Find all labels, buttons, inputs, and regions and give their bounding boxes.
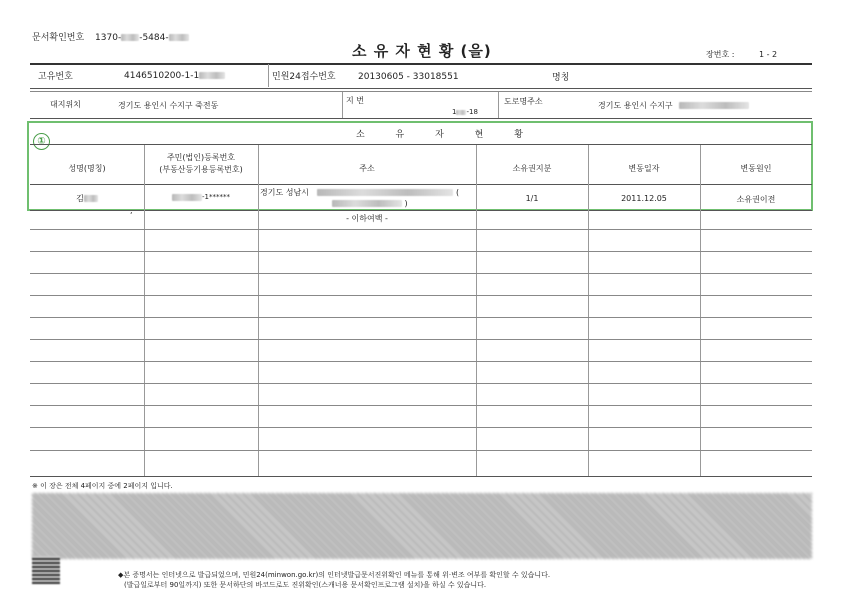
rule <box>30 118 812 119</box>
rule-top <box>30 63 812 65</box>
redacted-block <box>332 200 402 207</box>
col-header-id: 주민(법인)등록번호 (부동산등기용등록번호) <box>159 153 243 174</box>
rule <box>30 184 812 185</box>
land-location-label: 대지위치 <box>50 100 81 109</box>
lot-label: 지 번 <box>346 96 364 105</box>
doc-number-part-1: 1370- <box>95 33 122 43</box>
unique-no-label: 고유번호 <box>38 72 73 82</box>
col-header-name: 성명(명칭) <box>68 164 106 173</box>
road-label: 도로명주소 <box>504 97 543 106</box>
redacted-block <box>456 110 466 115</box>
rule <box>30 210 812 211</box>
col-header-date: 변동일자 <box>628 164 660 173</box>
owner-name-cell: 김 <box>30 193 144 204</box>
redacted-block <box>317 189 453 196</box>
owner-address-cell: 경기도 성남시 ( ) <box>260 188 460 208</box>
redacted-block <box>169 34 189 41</box>
redacted-block <box>121 34 139 41</box>
divider <box>498 92 499 118</box>
doc-number-part-2: -5484- <box>139 33 169 43</box>
name-label: 명칭 <box>552 73 570 83</box>
redacted-block <box>172 194 202 201</box>
empty-row-rule <box>30 427 812 428</box>
doc-number-label: 문서확인번호 <box>32 33 85 43</box>
divider <box>268 64 269 87</box>
empty-row-rule <box>30 383 812 384</box>
redacted-block <box>84 195 98 202</box>
end-of-content-text: - 이하여백 - <box>346 214 388 223</box>
rule <box>30 91 812 92</box>
col-header-reason: 변동원인 <box>740 164 772 173</box>
empty-row-rule <box>30 361 812 362</box>
empty-row-rule <box>30 273 812 274</box>
rule <box>30 88 812 89</box>
rule <box>30 144 812 145</box>
stray-mark: , <box>130 206 133 215</box>
page-title: 소 유 자 현 황 (을) <box>352 42 492 60</box>
col-header-address: 주소 <box>359 164 375 173</box>
owner-share-cell: 1/1 <box>525 194 539 203</box>
security-pattern <box>32 493 812 559</box>
unique-no-value: 4146510200-1-1 <box>124 71 225 81</box>
empty-row-rule <box>30 317 812 318</box>
page-number <box>706 49 777 60</box>
redacted-block <box>199 72 225 79</box>
page-number-label: 장번호 : <box>706 50 735 59</box>
land-location-value: 경기도 용인시 수지구 죽전동 <box>118 101 219 110</box>
empty-row-rule <box>30 339 812 340</box>
divider <box>342 92 343 118</box>
empty-row-rule <box>30 450 812 451</box>
col-header-share: 소유권지분 <box>512 164 552 173</box>
empty-row-rule <box>30 251 812 252</box>
page-number-value: 1 - 2 <box>758 50 778 59</box>
empty-row-rule <box>30 229 812 230</box>
page-count-note: ※ 이 장은 전체 4페이지 중에 2페이지 입니다. <box>32 482 173 490</box>
annotation-number-marker: ① <box>33 133 50 150</box>
empty-row-rule <box>30 295 812 296</box>
owner-date-cell: 2011.12.05 <box>621 194 667 203</box>
receipt-value: 20130605 - 33018551 <box>358 72 459 82</box>
owner-section-title: 소 유 자 현 황 <box>356 130 537 140</box>
authenticity-notice: ◆본 증명서는 인터넷으로 발급되었으며, 민원24(minwon.go.kr)의 인터넷발급문서진위확인 메뉴를 통해 위·변조 여부를 확인할 수 있습니다. (발급일로부터 90일까지) 또한 문서하단의 바코드로도 진위확인(스캐너용 문서확인프로그램 설치)을 하실 수 있습니다. <box>118 571 551 589</box>
barcode <box>32 556 60 584</box>
receipt-label: 민원24접수번호 <box>272 72 336 82</box>
table-bottom-rule <box>30 476 812 477</box>
owner-reason-cell: 소유권이전 <box>736 195 776 204</box>
empty-row-rule <box>30 405 812 406</box>
lot-value: 1 -18 <box>452 108 478 116</box>
redacted-block <box>679 102 749 109</box>
doc-number <box>32 30 189 43</box>
road-value: 경기도 용인시 수지구 <box>598 100 749 111</box>
owner-id-cell: -1****** <box>144 193 258 201</box>
